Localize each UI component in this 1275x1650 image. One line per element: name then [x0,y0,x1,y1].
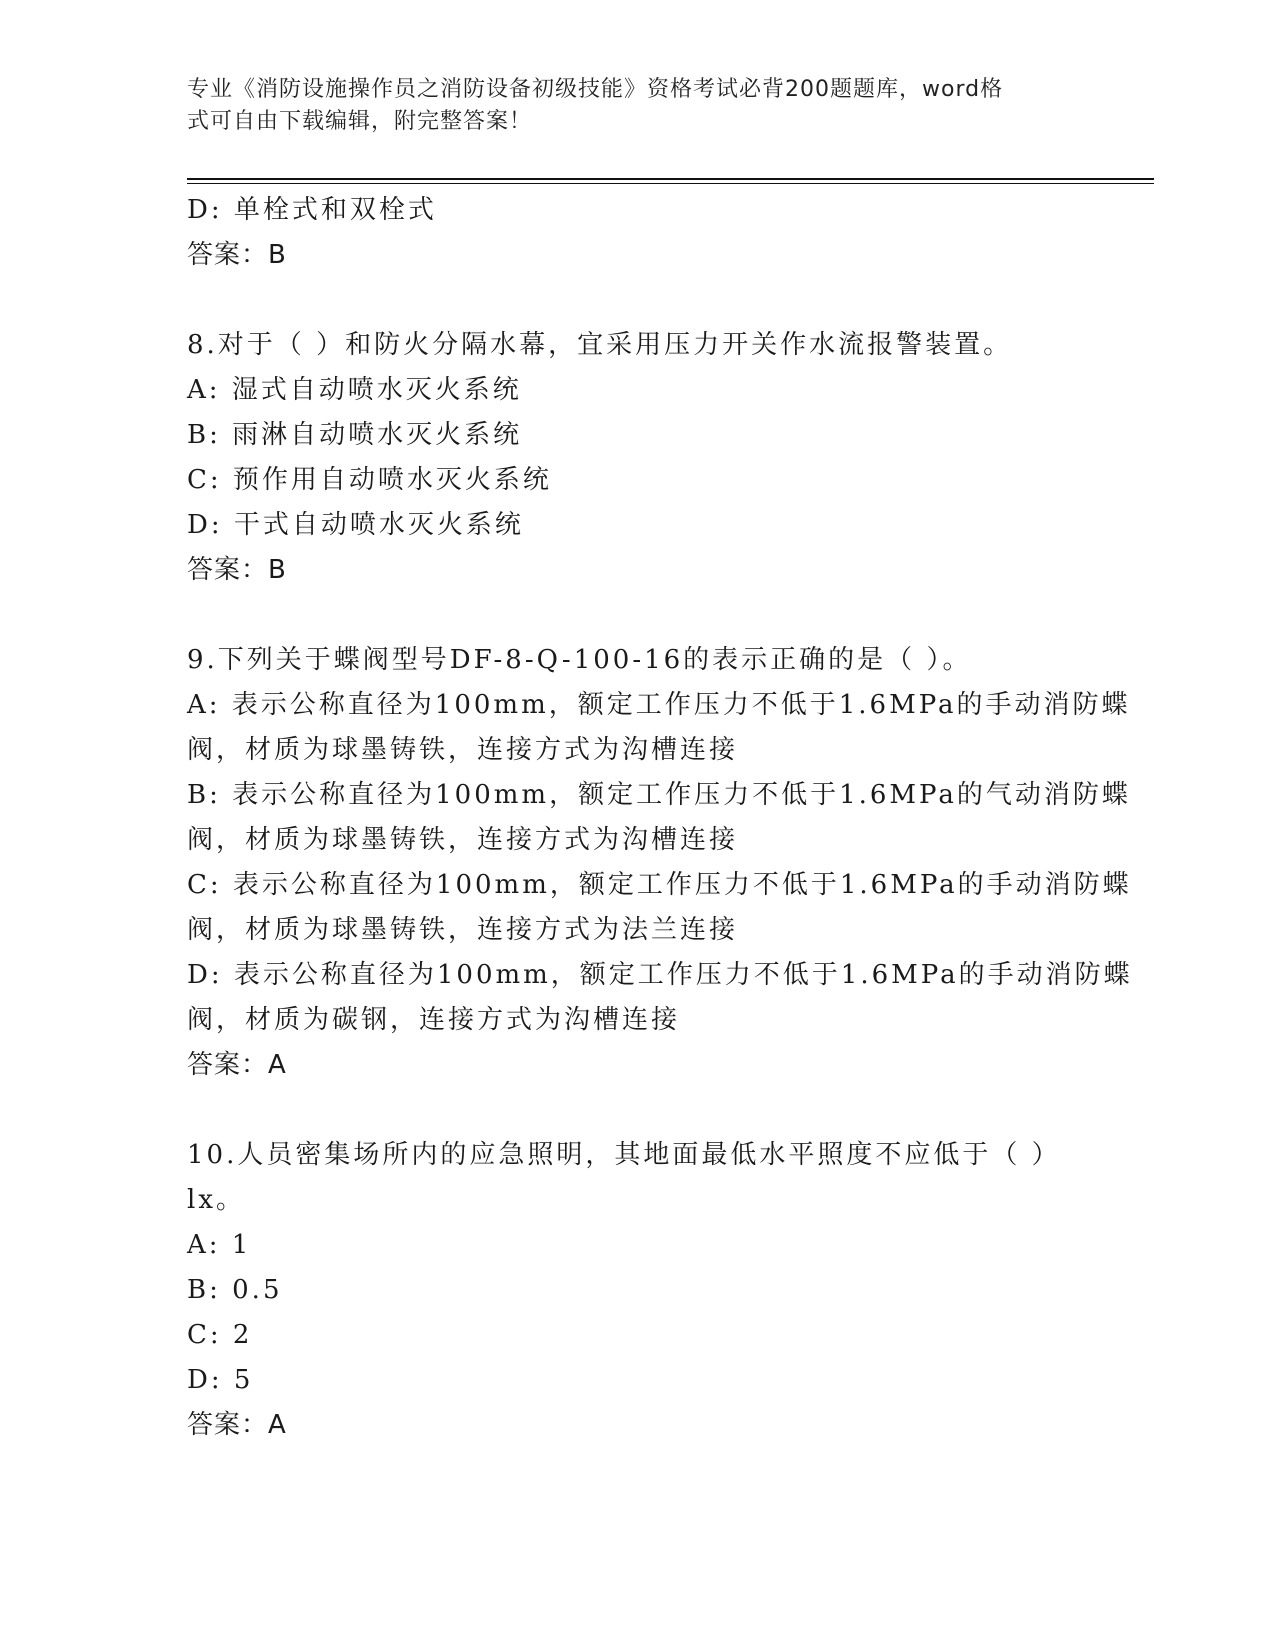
option-d: D: 干式自动喷水灭火系统 [187,510,524,540]
question-7-tail [187,188,1087,278]
option-a: A: 湿式自动喷水灭火系统 [187,375,522,405]
question-list [187,188,1133,1448]
answer-line: 答案：B [187,555,287,585]
option-a-line-2: 阀，材质为球墨铸铁，连接方式为沟槽连接 [187,735,739,765]
header-line-1: 专业《消防设施操作员之消防设备初级技能》资格考试必背200题题库，word格 [187,77,1004,102]
option-a: A: 1 [187,1230,252,1260]
option-b-line-1: B: 表示公称直径为100mm，额定工作压力不低于1.6MPa的气动消防蝶 [187,780,1131,810]
option-d: D: 单栓式和双栓式 [187,195,437,225]
question-8 [187,323,1087,593]
option-b-line-2: 阀，材质为球墨铸铁，连接方式为沟槽连接 [187,825,739,855]
option-c: C: 预作用自动喷水灭火系统 [187,465,552,495]
option-a-line-1: A: 表示公称直径为100mm，额定工作压力不低于1.6MPa的手动消防蝶 [187,690,1131,720]
option-c: C: 2 [187,1320,253,1350]
option-c-line-1: C: 表示公称直径为100mm，额定工作压力不低于1.6MPa的手动消防蝶 [187,870,1132,900]
question-text: 8.对于（ ）和防火分隔水幕，宜采用压力开关作水流报警装置。 [187,330,1013,360]
document-header [187,74,1067,138]
option-b: B: 雨淋自动喷水灭火系统 [187,420,523,450]
option-d-line-2: 阀，材质为碳钢，连接方式为沟槽连接 [187,1005,681,1035]
spacer [187,1088,1087,1133]
spacer [187,593,1087,638]
option-b: B: 0.5 [187,1275,283,1305]
question-9 [187,638,1133,1088]
spacer [187,278,1087,323]
question-10 [187,1133,1087,1448]
option-d-line-1: D: 表示公称直径为100mm，额定工作压力不低于1.6MPa的手动消防蝶 [187,960,1133,990]
question-text-line-1: 10.人员密集场所内的应急照明，其地面最低水平照度不应低于（ ） [187,1140,1061,1170]
header-rule-thin [187,183,1154,184]
option-c-line-2: 阀，材质为球墨铸铁，连接方式为法兰连接 [187,915,739,945]
header-rule-thick [187,178,1154,180]
answer-line: 答案：A [187,1410,287,1440]
answer-line: 答案：B [187,240,287,270]
question-text: 9.下列关于蝶阀型号DF-8-Q-100-16的表示正确的是（ ）。 [187,645,972,675]
option-d: D: 5 [187,1365,254,1395]
answer-line: 答案：A [187,1050,287,1080]
question-text-line-2: lx。 [187,1185,245,1215]
header-line-2: 式可自由下载编辑，附完整答案！ [187,109,533,134]
